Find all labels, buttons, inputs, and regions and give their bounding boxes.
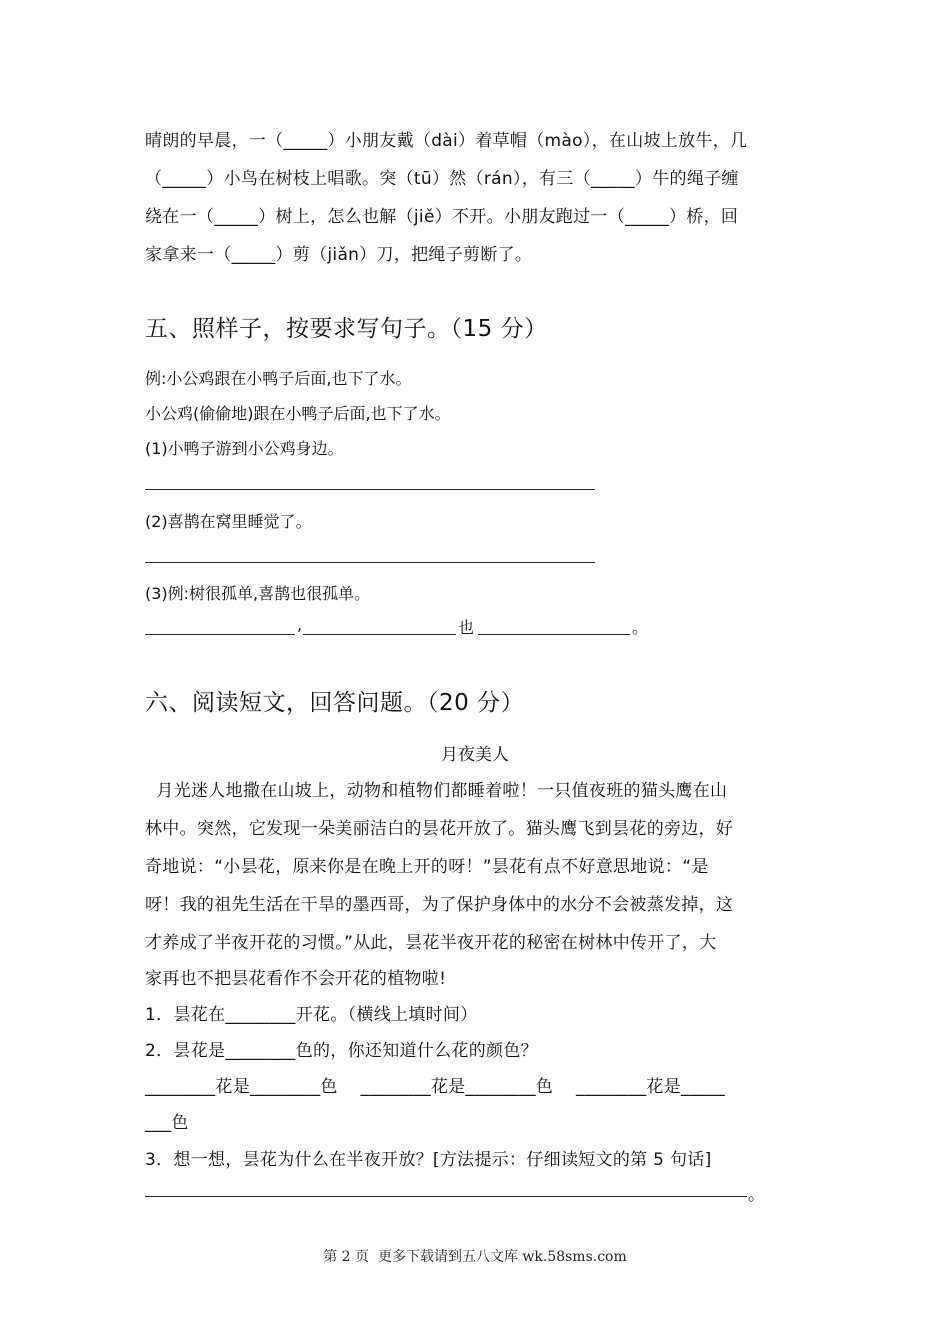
question-3: (3)例:树很孤单,喜鹊也很孤单。: [145, 584, 371, 603]
section-heading: 五、照样子，按要求写句子。（15 分）: [145, 316, 548, 342]
reading-question-3: 3．想一想，昙花为什么在半夜开放？[方法提示：仔细读短文的第 5 句话]: [145, 1150, 712, 1170]
period: 。: [632, 618, 649, 637]
answer-blank-3a[interactable]: [145, 634, 295, 635]
answer-line-2[interactable]: [145, 562, 595, 563]
comma: ,: [297, 615, 303, 634]
passage-line: 林中。突然，它发现一朵美丽洁白的昙花开放了。猫头鹰飞到昙花的旁边，好: [145, 819, 734, 839]
paragraph-line: 晴朗的早晨，一（_____）小朋友戴（dài）着草帽（mào），在山坡上放牛，几: [145, 131, 748, 151]
paragraph-line: （_____）小鸟在树枝上唱歌。突（tū）然（rán），有三（_____）牛的绳子缠: [145, 169, 739, 189]
passage-line: 才养成了半夜开花的习惯。”从此，昙花半夜开花的秘密在树林中传开了，大: [145, 933, 717, 953]
example-sentence: 例:小公鸡跟在小鸭子后面,也下了水。: [145, 369, 412, 388]
passage-title: 月夜美人: [441, 745, 509, 765]
section-heading: 六、阅读短文，回答问题。（20 分）: [145, 690, 525, 716]
reading-question-2: 2．昙花是________色的，你还知道什么花的颜色？: [145, 1041, 538, 1061]
passage-line: 奇地说：“小昙花，原来你是在晚上开的呀！”昙花有点不好意思地说：“是: [145, 857, 709, 877]
answer-blank-3c[interactable]: [478, 634, 630, 635]
paragraph-line: 绕在一（_____）树上，怎么也解（jiě）不开。小朋友跑过一（_____）桥，回: [145, 207, 739, 227]
period: 。: [748, 1185, 766, 1205]
passage-line: 家再也不把昙花看作不会开花的植物啦!: [145, 969, 447, 989]
reading-question-2-fill: ________花是________色 ________花是________色 ________花是_____: [145, 1077, 726, 1097]
answer-line-reading-3[interactable]: [145, 1196, 747, 1197]
paragraph-line: 家拿来一（_____）剪（jiǎn）刀，把绳子剪断了。: [145, 245, 533, 265]
reading-question-1: 1．昙花在________开花。（横线上填时间）: [145, 1005, 478, 1025]
passage-line: 月光迷人地撒在山坡上，动物和植物们都睡着啦！一只值夜班的猫头鹰在山: [145, 781, 728, 801]
example-sentence-answer: 小公鸡(偷偷地)跟在小鸭子后面,也下了水。: [145, 404, 451, 423]
passage-line: 呀！我的祖先生活在干旱的墨西哥，为了保护身体中的水分不会被蒸发掉，这: [145, 895, 734, 915]
also-word: 也: [458, 618, 475, 637]
question-1: (1)小鸭子游到小公鸡身边。: [145, 439, 344, 458]
question-2: (2)喜鹊在窝里睡觉了。: [145, 512, 312, 531]
answer-blank-3b[interactable]: [303, 634, 456, 635]
page-footer: 第 2 页 更多下载请到五八文库 wk.58sms.com: [323, 1249, 627, 1265]
reading-question-2-fill-cont: ___色: [145, 1113, 189, 1133]
answer-line-1[interactable]: [145, 489, 595, 490]
